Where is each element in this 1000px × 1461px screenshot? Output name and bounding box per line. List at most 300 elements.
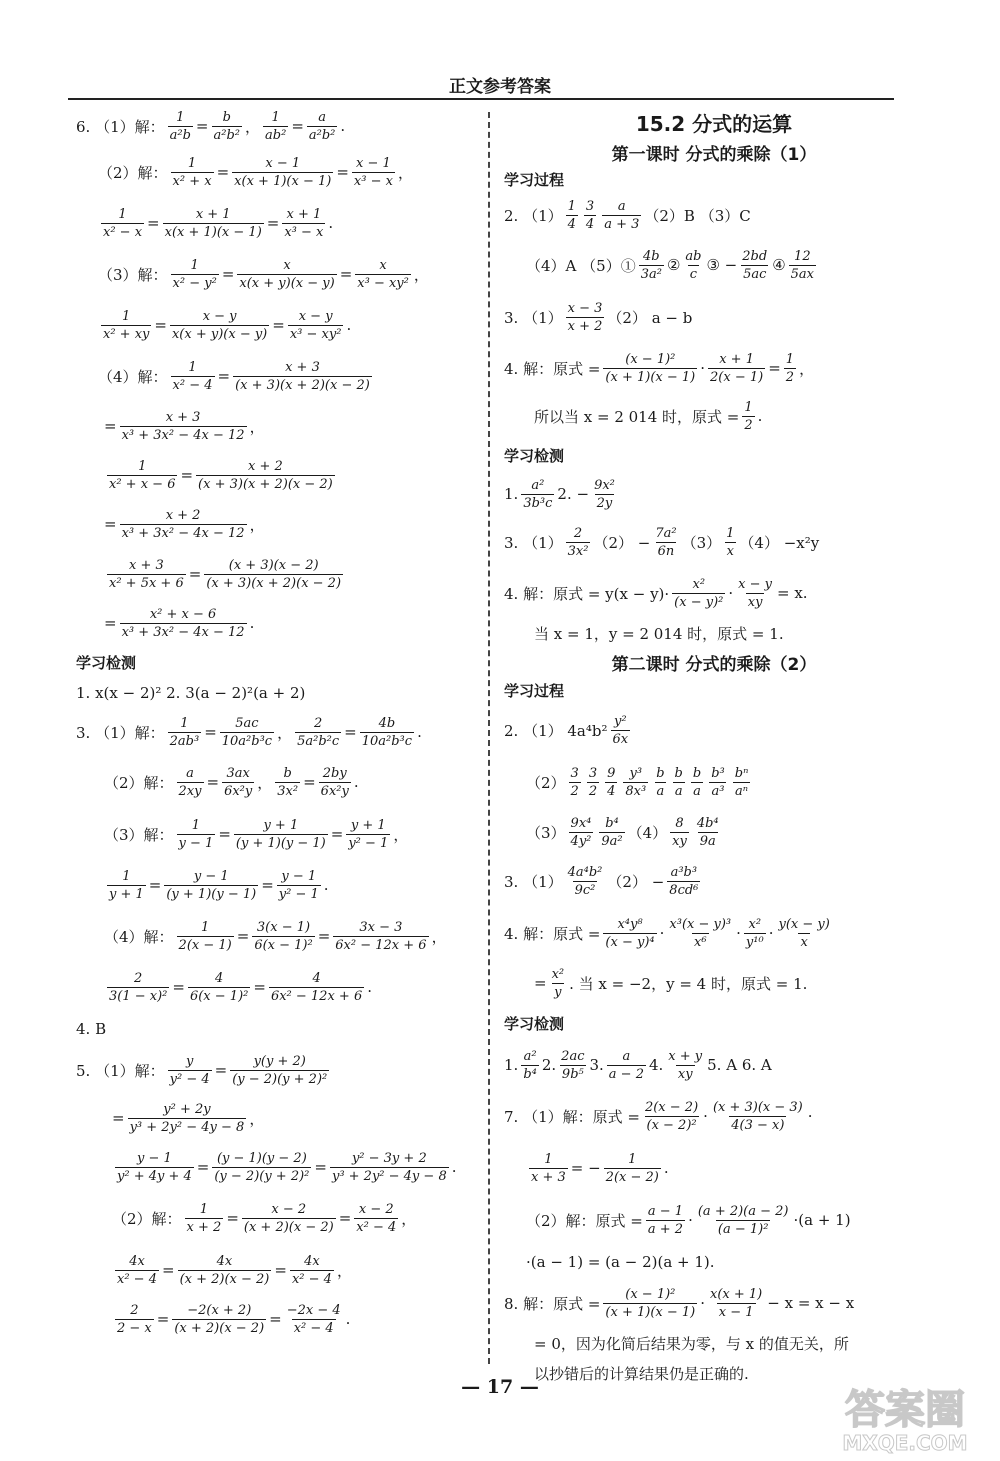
fraction [521, 478, 554, 511]
fraction [275, 766, 300, 799]
text-run: = [269, 1310, 282, 1328]
fraction [587, 766, 599, 799]
numerator: 3 [570, 765, 579, 781]
fraction [603, 352, 697, 385]
text-run: · [807, 1107, 813, 1125]
fraction [128, 1102, 247, 1135]
answer-line [76, 910, 481, 962]
denominator: 9b⁵ [561, 1066, 584, 1082]
text-run: = [339, 265, 353, 283]
answer-line [76, 962, 481, 1012]
fraction [566, 301, 605, 334]
text-run: . 当 x = −2，y = 4 时，原式 = 1. [569, 974, 808, 993]
numerator: 3ax [226, 765, 250, 781]
denominator: x³ + 3x² − 4x − 12 [121, 525, 245, 541]
text-run: = [216, 163, 230, 181]
denominator: a [693, 783, 701, 799]
fraction [667, 917, 733, 950]
numerator: x [283, 257, 291, 273]
numerator: 4 [215, 970, 224, 986]
denominator: x² + xy [103, 326, 150, 342]
denominator: (y − 2)(y + 2)² [232, 1071, 328, 1087]
numerator: x − y [738, 576, 772, 592]
answer-line [504, 516, 924, 568]
answer-line [76, 808, 481, 860]
text-run: 2. − [557, 485, 590, 503]
text-run: 学习过程 [504, 170, 565, 189]
numerator: 9 [607, 765, 616, 781]
numerator: 2bd [742, 248, 768, 264]
fraction [695, 816, 721, 849]
text-run: 3. （1）解： [76, 723, 165, 742]
numerator: y − 1 [136, 1150, 172, 1166]
denominator: x(x + 1)(x − 1) [164, 224, 262, 240]
text-run: 2. （1） 4a⁴b² [504, 721, 608, 740]
fraction [521, 1049, 539, 1082]
numerator: y² + 2y [163, 1101, 211, 1117]
fraction [639, 249, 664, 282]
denominator: a − 2 [608, 1066, 644, 1082]
denominator: (x − y)² [674, 594, 724, 610]
text-run: = [148, 876, 162, 894]
text-run: = [534, 974, 547, 992]
text-run: 学习检测 [76, 653, 137, 672]
fraction [654, 766, 666, 799]
denominator: x² − 4 [291, 1271, 332, 1287]
fraction [242, 1202, 336, 1235]
text-run: 1. [504, 1056, 519, 1074]
numerator: 4b [643, 248, 660, 264]
text-run: （4） −x²y [739, 533, 820, 552]
fraction [683, 249, 703, 282]
denominator: 4 [585, 216, 595, 232]
answer-line [504, 704, 924, 756]
fraction [115, 1303, 154, 1336]
numerator: 1 [271, 109, 280, 125]
numerator: 1 [785, 351, 795, 367]
text-run: = [317, 927, 331, 945]
text-run: · [659, 924, 665, 942]
text-run: . [451, 1158, 457, 1176]
numerator: 9x⁴ [570, 815, 592, 831]
answer-line [76, 1244, 481, 1296]
numerator: x − y [202, 308, 237, 324]
numerator: 1 [567, 198, 576, 214]
text-run: = [768, 359, 781, 377]
denominator: x [726, 543, 734, 559]
numerator: (x − 1)² [625, 351, 676, 367]
numerator: y − 1 [281, 868, 317, 884]
fraction [672, 577, 725, 610]
denominator: y² + 4y + 4 [117, 1168, 192, 1184]
answer-line [504, 472, 924, 516]
denominator: a²b² [308, 127, 336, 143]
text-run: （2）解： [112, 1209, 182, 1228]
fraction [566, 199, 578, 232]
denominator: 2xy [178, 783, 202, 799]
numerator: 2 [130, 1302, 139, 1318]
text-run: （4）解： [104, 927, 174, 946]
answer-line [504, 106, 924, 138]
text-run: （4） [627, 823, 668, 842]
denominator: 9a [699, 833, 716, 849]
text-run: （2）解：原式 = [526, 1211, 643, 1230]
denominator: x³ − xy² [289, 326, 342, 342]
denominator: 4 [567, 216, 576, 232]
fraction [742, 400, 754, 433]
numerator: x + y [668, 1048, 703, 1064]
text-run: = [274, 1261, 287, 1279]
denominator: x² + x [172, 173, 212, 189]
denominator: y¹⁰ [745, 934, 764, 950]
text-run: ④ [772, 256, 786, 274]
fraction [673, 766, 685, 799]
denominator: 2 [588, 783, 598, 799]
text-run: . [346, 316, 352, 334]
numerator: 4b [378, 715, 396, 731]
numerator: 8 [675, 815, 684, 831]
numerator: x + 1 [719, 351, 754, 367]
answer-line [76, 500, 481, 548]
denominator: ab² [265, 127, 287, 143]
denominator: 8cd⁶ [669, 882, 699, 898]
text-run: ， [397, 163, 413, 182]
fraction [212, 1151, 311, 1184]
numerator: a² [523, 1048, 537, 1064]
fraction [290, 1254, 334, 1287]
fraction [566, 865, 605, 898]
text-run: ， [393, 825, 409, 844]
text-run: = [272, 316, 285, 334]
answer-line [504, 138, 924, 166]
denominator: xy [677, 1066, 693, 1082]
denominator: 2 [570, 783, 579, 799]
denominator: y² − 4 [169, 1071, 210, 1087]
text-run: （2）解： [98, 163, 168, 182]
numerator: x + 2 [248, 458, 283, 474]
denominator: x(x + 1)(x − 1) [234, 173, 332, 189]
fraction [333, 920, 428, 953]
denominator: a²b [169, 127, 191, 143]
denominator: 10a²b³c [361, 733, 413, 749]
text-run: （3） [526, 823, 566, 842]
numerator: b [222, 109, 231, 125]
numerator: x − 2 [358, 1201, 394, 1217]
fraction [733, 766, 751, 799]
text-run: = [336, 163, 349, 181]
denominator: y² − 1 [348, 835, 389, 851]
denominator: 2y [596, 495, 613, 511]
text-run: = [221, 265, 235, 283]
fraction [234, 818, 328, 851]
fraction [708, 1287, 764, 1320]
answer-line [504, 1194, 924, 1246]
numerator: 1 [188, 359, 197, 375]
page-number: — 17 — [461, 1376, 539, 1398]
denominator: y + 1 [109, 886, 144, 902]
fraction [196, 459, 335, 492]
text-run: （2） [526, 773, 566, 792]
fraction [550, 967, 567, 1000]
text-run: 所以当 x = 2 014 时，原式 = [534, 407, 740, 426]
numerator: 12 [794, 248, 811, 264]
answer-line [504, 1142, 924, 1194]
denominator: 2 [744, 417, 753, 433]
text-run: ③ − [706, 256, 738, 274]
text-run: = [204, 723, 217, 741]
denominator: 6(x − 1)² [254, 937, 313, 953]
fraction [107, 459, 177, 492]
denominator: xy [672, 833, 687, 849]
numerator: 1 [180, 715, 189, 731]
watermark-sub: MXQE.COM [842, 1431, 968, 1455]
fraction [178, 1254, 272, 1287]
fraction [288, 309, 344, 342]
denominator: 5ax [790, 266, 814, 282]
numerator: b⁴ [605, 815, 619, 831]
numerator: 4 [312, 970, 321, 986]
numerator: x² [692, 576, 706, 592]
answer-line [504, 1246, 924, 1278]
answer-line [504, 960, 924, 1006]
text-run: （2） − [607, 872, 665, 891]
fraction [171, 156, 214, 189]
fraction [295, 716, 341, 749]
numerator: 7a² [655, 525, 677, 541]
fraction [107, 869, 146, 902]
text-run: = [104, 515, 117, 533]
answer-line [504, 676, 924, 704]
text-run: = [303, 773, 316, 791]
answer-line [504, 342, 924, 394]
text-run: = [147, 214, 160, 232]
text-run: = 0，因为化简后结果为零，与 x 的值无关，所 [534, 1334, 849, 1353]
denominator: y² − 1 [278, 886, 319, 902]
numerator: 1 [544, 1151, 553, 1167]
numerator: 1 [138, 458, 147, 474]
text-run: ， [431, 927, 447, 946]
fraction [696, 1204, 791, 1237]
text-run: 6. （1）解： [76, 117, 165, 136]
denominator: x² − y² [172, 275, 217, 291]
denominator: 4(3 − x) [731, 1117, 785, 1133]
denominator: x² − 4 [172, 377, 213, 393]
answer-line [504, 1006, 924, 1040]
text-run: 学习检测 [504, 1014, 565, 1033]
numerator: y(y + 2) [253, 1053, 306, 1069]
fraction [584, 199, 596, 232]
watermark-logo [820, 1378, 990, 1458]
fraction [602, 199, 641, 232]
answer-line [504, 808, 924, 856]
text-run: 学习过程 [504, 681, 565, 700]
numerator: x [379, 257, 387, 273]
text-run: 4. 解：原式 = y(x − y)· [504, 584, 670, 603]
numerator: b [283, 765, 292, 781]
denominator: x² + 5x + 6 [109, 575, 184, 591]
fraction [164, 869, 258, 902]
numerator: 4x [129, 1253, 145, 1269]
numerator: y² [614, 713, 627, 729]
fraction [120, 607, 247, 640]
text-run: = [172, 978, 185, 996]
text-run: 4. 解：原式 = [504, 359, 601, 378]
answer-line [76, 106, 481, 146]
denominator: x³ − x [353, 173, 393, 189]
text-run: ， [249, 1109, 265, 1128]
answer-line [76, 248, 481, 300]
text-run: （2）解： [104, 773, 174, 792]
numerator: −2x − 4 [286, 1302, 341, 1318]
denominator: y³ + 2y² − 4y − 8 [129, 1119, 245, 1135]
fraction [784, 352, 796, 385]
numerator: y + 1 [350, 817, 386, 833]
fraction [360, 716, 414, 749]
text-run: ， [413, 265, 429, 284]
numerator: a [318, 109, 327, 125]
text-run: ， [799, 359, 815, 378]
numerator: b [674, 765, 683, 781]
denominator: a³ [711, 783, 725, 799]
text-run: = [214, 1061, 228, 1079]
denominator: 5ac [743, 266, 767, 282]
denominator: x² − 4 [356, 1219, 397, 1235]
numerator: y + 1 [263, 817, 299, 833]
denominator: (x − y)⁴ [605, 934, 655, 950]
fraction [285, 1303, 343, 1336]
text-run: 4. 解：原式 = [504, 924, 601, 943]
numerator: 1 [187, 155, 197, 171]
denominator: x² − x [103, 224, 143, 240]
answer-line [504, 438, 924, 472]
fraction [188, 971, 250, 1004]
answer-line [76, 1296, 481, 1342]
fraction [744, 917, 766, 950]
text-run: ·(a + 1) [793, 1211, 851, 1229]
fraction [789, 249, 816, 282]
numerator: 1 [122, 308, 131, 324]
text-run: · [728, 584, 734, 602]
text-run: = [266, 214, 280, 232]
text-run: 以抄错后的计算结果仍是正确的. [534, 1364, 749, 1383]
answer-line [504, 1278, 924, 1328]
text-run: = [314, 1158, 327, 1176]
fraction [177, 920, 234, 953]
text-run: 7. （1）解：原式 = [504, 1107, 640, 1126]
answer-line [504, 618, 924, 648]
text-run: 2. [541, 1056, 557, 1074]
text-run: · [700, 359, 706, 377]
numerator: (x + 3)(x − 3) [712, 1099, 803, 1115]
text-run: . [323, 876, 329, 894]
fraction [269, 971, 364, 1004]
text-run: · [700, 1294, 706, 1312]
denominator: 3(1 − x)² [109, 988, 168, 1004]
text-run: . [328, 214, 334, 232]
denominator: 3x² [277, 783, 299, 799]
text-run: （2） − [593, 533, 651, 552]
numerator: x + 3 [128, 557, 164, 573]
numerator: b [656, 765, 665, 781]
denominator: x² − 4 [117, 1271, 157, 1287]
fraction [252, 920, 314, 953]
text-run: = [196, 1158, 210, 1176]
fraction [354, 1202, 398, 1235]
fraction [667, 865, 700, 898]
numerator: 3x − 3 [359, 919, 403, 935]
answer-line [504, 1040, 924, 1090]
numerator: a [186, 765, 194, 781]
text-run: 3. （1） [504, 872, 563, 891]
denominator: x + 2 [567, 318, 603, 334]
text-run: （3）解： [98, 265, 168, 284]
fraction [724, 526, 736, 559]
text-run: = [330, 825, 344, 843]
numerator: ab [685, 248, 702, 264]
fraction [263, 110, 288, 143]
answer-line [76, 1046, 481, 1094]
denominator: y³ + 2y² − 4y − 8 [331, 1168, 447, 1184]
numerator: 5ac [235, 715, 259, 731]
denominator: 6n [657, 543, 675, 559]
denominator: 6x [612, 731, 629, 747]
numerator: x² + x − 6 [149, 606, 217, 622]
text-run: = [104, 417, 117, 435]
text-run: . [340, 117, 346, 135]
column-divider [488, 112, 490, 1364]
text-run: = [261, 876, 274, 894]
fraction [185, 1202, 224, 1235]
denominator: 4y² [570, 833, 592, 849]
numerator: x² [748, 916, 762, 932]
fraction [709, 766, 727, 799]
fraction [355, 258, 411, 291]
numerator: 4b⁴ [696, 815, 719, 831]
fraction [653, 526, 678, 559]
text-run: . [417, 723, 422, 741]
fraction [776, 917, 831, 950]
fraction [603, 1287, 697, 1320]
numerator: 1 [191, 817, 201, 833]
text-run: = [218, 825, 231, 843]
denominator: 2(x − 1) [710, 369, 764, 385]
fraction [282, 207, 325, 240]
numerator: b [692, 765, 702, 781]
text-run: = [156, 1310, 170, 1328]
fraction [171, 360, 215, 393]
denominator: y − 1 [178, 835, 214, 851]
fraction [212, 110, 243, 143]
answer-line [76, 708, 481, 756]
numerator: 2ac [561, 1048, 585, 1064]
denominator: a [674, 783, 683, 799]
numerator: 1 [201, 919, 210, 935]
denominator: (y − 2)(y + 2)² [214, 1168, 310, 1184]
denominator: x³ − x [284, 224, 324, 240]
numerator: x − 1 [356, 155, 391, 171]
denominator: 6x²y [224, 783, 253, 799]
numerator: (x − 1)² [625, 1286, 676, 1302]
answer-line [504, 1090, 924, 1142]
fraction [177, 766, 204, 799]
text-run: （4）A （5）① [526, 256, 636, 275]
answer-line [76, 402, 481, 450]
fraction [566, 526, 591, 559]
fraction [120, 410, 247, 443]
answer-line [504, 568, 924, 618]
numerator: bⁿ [734, 765, 749, 781]
numerator: 2by [322, 765, 347, 781]
